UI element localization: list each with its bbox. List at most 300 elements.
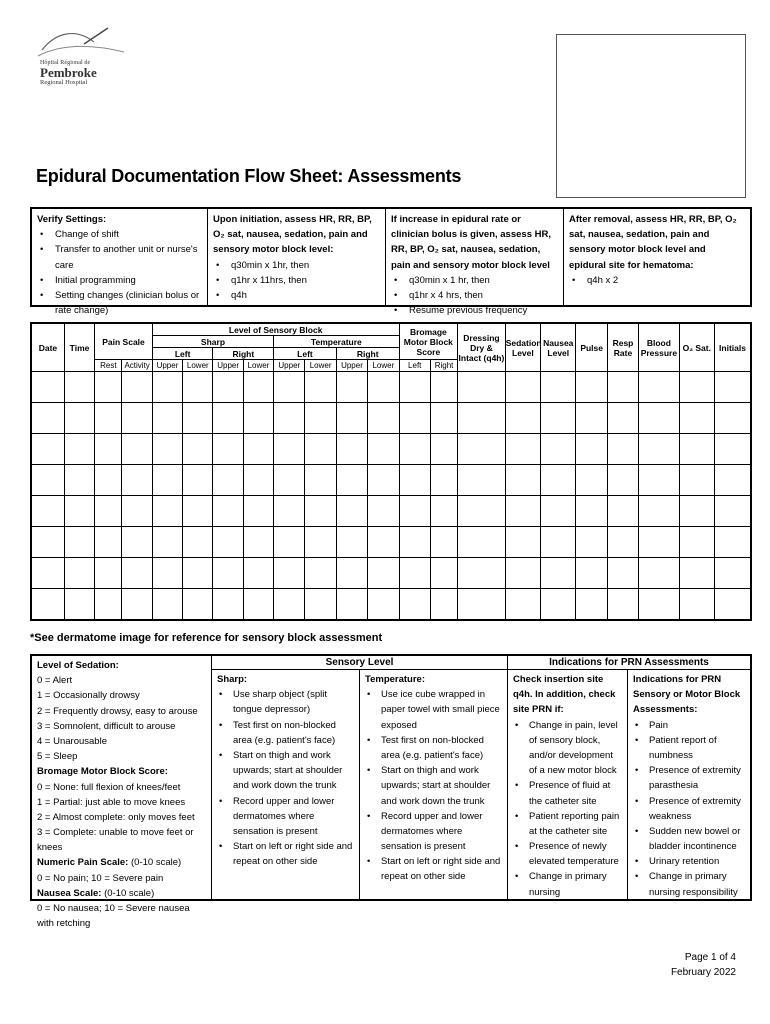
table-row <box>31 496 751 527</box>
entry-cell[interactable] <box>64 403 94 434</box>
entry-cell[interactable] <box>122 496 152 527</box>
entry-cell[interactable] <box>122 589 152 621</box>
entry-cell[interactable] <box>95 434 122 465</box>
entry-cell[interactable] <box>152 372 182 403</box>
entry-cell[interactable] <box>31 589 64 621</box>
entry-cell[interactable] <box>64 589 94 621</box>
entry-cell[interactable] <box>243 527 273 558</box>
pain-scale-line: 0 = No pain; 10 = Severe pain <box>37 872 164 884</box>
list-item: • Urinary retention <box>649 854 745 869</box>
temp-left-header: Left <box>274 348 337 360</box>
check-site-column <box>508 670 628 899</box>
nausea-scale-title: Nausea Scale: <box>37 887 102 899</box>
entry-cell[interactable] <box>64 527 94 558</box>
entry-cell[interactable] <box>152 465 182 496</box>
temp-right-header: Right <box>336 348 399 360</box>
upper-header: Upper <box>213 360 243 372</box>
logo-line-1: Hôpital Régional de <box>40 60 91 66</box>
entry-cell[interactable] <box>639 496 679 527</box>
list-item: • Patient report of numbness <box>649 733 745 763</box>
entry-cell[interactable] <box>399 372 430 403</box>
sharp-column <box>212 670 360 899</box>
entry-cell[interactable] <box>95 403 122 434</box>
verify-settings-list <box>37 227 202 318</box>
lower-header: Lower <box>183 360 213 372</box>
entry-cell[interactable] <box>458 372 506 403</box>
entry-cell[interactable] <box>368 527 399 558</box>
list-item: • Use ice cube wrapped in paper towel with small piece exposed <box>381 687 502 733</box>
assessment-frequency-panel <box>30 207 752 317</box>
entry-cell[interactable] <box>183 403 213 434</box>
sedation-line: 4 = Unarousable <box>37 735 107 747</box>
entry-cell[interactable] <box>95 589 122 621</box>
entry-cell[interactable] <box>122 465 152 496</box>
entry-cell[interactable] <box>458 434 506 465</box>
entry-cell[interactable] <box>274 465 305 496</box>
entry-cell[interactable] <box>31 403 64 434</box>
entry-cell[interactable] <box>213 527 243 558</box>
flow-sheet-grid <box>30 322 752 621</box>
entry-cell[interactable] <box>213 372 243 403</box>
entry-cell[interactable] <box>576 589 607 621</box>
entry-cell[interactable] <box>399 465 430 496</box>
entry-cell[interactable] <box>213 403 243 434</box>
entry-cell[interactable] <box>152 527 182 558</box>
sharp-header: Sharp <box>152 336 273 348</box>
prn-sensory-list <box>633 718 745 900</box>
assessment-legend <box>30 654 752 930</box>
entry-cell[interactable] <box>541 496 576 527</box>
entry-cell[interactable] <box>607 434 638 465</box>
list-item: • Presence of newly elevated temperature <box>529 839 622 869</box>
entry-cell[interactable] <box>430 434 457 465</box>
entry-cell[interactable] <box>430 372 457 403</box>
entry-cell[interactable] <box>541 403 576 434</box>
entry-cell[interactable] <box>458 465 506 496</box>
pain-scale-header: Pain Scale <box>95 323 153 360</box>
entry-cell[interactable] <box>368 496 399 527</box>
entry-cell[interactable] <box>122 434 152 465</box>
list-item: • Change in primary nursing responsibility <box>649 869 745 899</box>
page-title: Epidural Documentation Flow Sheet: Assessments <box>36 166 462 186</box>
entry-cell[interactable] <box>679 496 714 527</box>
entry-cell[interactable] <box>505 496 540 527</box>
temperature-column <box>360 670 508 899</box>
logo-line-3: Regional Hospital <box>40 78 88 86</box>
rate-increase-column <box>386 209 564 317</box>
entry-cell[interactable] <box>541 465 576 496</box>
entry-cell[interactable] <box>368 465 399 496</box>
entry-cell[interactable] <box>64 465 94 496</box>
entry-cell[interactable] <box>95 496 122 527</box>
flow-sheet-table <box>30 322 752 621</box>
entry-cell[interactable] <box>95 372 122 403</box>
entry-cell[interactable] <box>95 558 122 589</box>
entry-cell[interactable] <box>368 434 399 465</box>
entry-cell[interactable] <box>458 558 506 589</box>
entry-cell[interactable] <box>576 496 607 527</box>
sensory-block-header: Level of Sensory Block <box>152 323 399 336</box>
list-item: • Patient reporting pain at the catheter site <box>529 809 622 839</box>
entry-cell[interactable] <box>679 403 714 434</box>
prn-heading: Indications for PRN Assessments <box>508 656 750 670</box>
pain-scale-title: Numeric Pain Scale: <box>37 857 129 869</box>
entry-cell[interactable] <box>243 558 273 589</box>
entry-cell[interactable] <box>64 558 94 589</box>
list-item: • Sudden new bowel or bladder incontinence <box>649 824 745 854</box>
lower-header: Lower <box>243 360 273 372</box>
entry-cell[interactable] <box>64 496 94 527</box>
entry-cell[interactable] <box>31 558 64 589</box>
list-item: • Resume previous frequency <box>409 303 558 318</box>
prn-sensory-column <box>628 670 750 899</box>
list-item: • Change in primary nursing <box>529 869 622 899</box>
upon-initiation-list <box>213 258 380 304</box>
table-row <box>31 589 751 621</box>
sharp-list <box>217 687 354 869</box>
entry-cell[interactable] <box>639 558 679 589</box>
blood-pressure-header: Blood Pressure <box>639 323 679 372</box>
entry-cell[interactable] <box>607 465 638 496</box>
list-item: • q1hr x 11hrs, then <box>231 273 380 288</box>
entry-cell[interactable] <box>541 372 576 403</box>
entry-cell[interactable] <box>122 558 152 589</box>
entry-cell[interactable] <box>336 434 367 465</box>
sharp-left-header: Left <box>152 348 213 360</box>
dressing-header: Dressing Dry & Intact (q4h) <box>458 323 506 372</box>
entry-cell[interactable] <box>458 496 506 527</box>
resp-rate-header: Resp Rate <box>607 323 638 372</box>
entry-cell[interactable] <box>505 589 540 621</box>
entry-cell[interactable] <box>243 403 273 434</box>
bromage-heading: Bromage Motor Block Score: <box>37 766 168 778</box>
prn-sensory-heading: Indications for PRN Sensory or Motor Block Assessments: <box>633 674 741 716</box>
list-item: • Start on left or right side and repeat on other side <box>233 839 354 869</box>
bromage-line: 0 = None: full flexion of knees/feet <box>37 781 181 793</box>
entry-cell[interactable] <box>639 434 679 465</box>
entry-cell[interactable] <box>243 465 273 496</box>
entry-cell[interactable] <box>336 465 367 496</box>
entry-cell[interactable] <box>183 589 213 621</box>
table-row <box>31 372 751 403</box>
flow-sheet-rows <box>31 372 751 621</box>
entry-cell[interactable] <box>541 558 576 589</box>
page-footer <box>671 950 736 980</box>
entry-cell[interactable] <box>152 589 182 621</box>
bromage-left-header: Left <box>399 360 430 372</box>
list-item: • Test first on non-blocked area (e.g. patient's face) <box>381 733 502 763</box>
nausea-header: Nausea Level <box>541 323 576 372</box>
entry-cell[interactable] <box>305 527 336 558</box>
entry-cell[interactable] <box>541 527 576 558</box>
upon-initiation-heading: Upon initiation, assess HR, RR, BP, O₂ sat, nausea, sedation, pain and sensory motor block level: <box>213 214 372 256</box>
activity-header: Activity <box>122 360 152 372</box>
entry-cell[interactable] <box>213 558 243 589</box>
entry-cell[interactable] <box>305 372 336 403</box>
entry-cell[interactable] <box>715 558 752 589</box>
entry-cell[interactable] <box>336 496 367 527</box>
sedation-line: 0 = Alert <box>37 675 73 687</box>
bromage-line: 2 = Almost complete: only moves feet <box>37 811 195 823</box>
temperature-header: Temperature <box>274 336 399 348</box>
list-item: • q4h <box>231 288 380 303</box>
table-row <box>31 434 751 465</box>
lower-header: Lower <box>368 360 399 372</box>
entry-cell[interactable] <box>576 403 607 434</box>
entry-cell[interactable] <box>152 496 182 527</box>
entry-cell[interactable] <box>715 527 752 558</box>
entry-cell[interactable] <box>430 558 457 589</box>
entry-cell[interactable] <box>607 496 638 527</box>
entry-cell[interactable] <box>715 434 752 465</box>
entry-cell[interactable] <box>607 527 638 558</box>
entry-cell[interactable] <box>336 372 367 403</box>
sharp-heading: Sharp: <box>217 674 248 685</box>
entry-cell[interactable] <box>31 527 64 558</box>
list-item: • Setting changes (clinician bolus or rate change) <box>55 288 202 318</box>
entry-cell[interactable] <box>505 372 540 403</box>
entry-cell[interactable] <box>607 403 638 434</box>
entry-cell[interactable] <box>715 589 752 621</box>
entry-cell[interactable] <box>458 403 506 434</box>
entry-cell[interactable] <box>305 558 336 589</box>
nausea-scale-heading <box>37 886 206 901</box>
revision-date: February 2022 <box>670 967 736 978</box>
list-item: • Start on left or right side and repeat on other side <box>381 854 502 884</box>
list-item: • Presence of fluid at the catheter site <box>529 778 622 808</box>
entry-cell[interactable] <box>505 434 540 465</box>
entry-cell[interactable] <box>183 372 213 403</box>
entry-cell[interactable] <box>399 558 430 589</box>
sedation-line: 1 = Occasionally drowsy <box>37 690 140 702</box>
entry-cell[interactable] <box>368 558 399 589</box>
list-item: • Presence of extremity weakness <box>649 794 745 824</box>
verify-settings-heading: Verify Settings: <box>37 214 107 225</box>
entry-cell[interactable] <box>243 372 273 403</box>
after-removal-column <box>564 209 750 305</box>
entry-cell[interactable] <box>183 496 213 527</box>
bromage-line: 3 = Complete: unable to move feet or knees <box>37 827 194 854</box>
entry-cell[interactable] <box>458 527 506 558</box>
entry-cell[interactable] <box>368 403 399 434</box>
entry-cell[interactable] <box>541 434 576 465</box>
list-item: • Test first on non-blocked area (e.g. patient's face) <box>233 718 354 748</box>
entry-cell[interactable] <box>305 403 336 434</box>
entry-cell[interactable] <box>541 589 576 621</box>
entry-cell[interactable] <box>607 558 638 589</box>
logo-swoosh-icon <box>36 22 126 62</box>
logo-line-2: Pembroke <box>40 65 97 81</box>
entry-cell[interactable] <box>274 527 305 558</box>
entry-cell[interactable] <box>639 527 679 558</box>
rate-increase-list <box>391 273 558 319</box>
list-item: • q1hr x 4 hrs, then <box>409 288 558 303</box>
entry-cell[interactable] <box>274 496 305 527</box>
sedation-header: Sedation Level <box>505 323 540 372</box>
entry-cell[interactable] <box>305 434 336 465</box>
entry-cell[interactable] <box>183 527 213 558</box>
temperature-list <box>365 687 502 884</box>
list-item: • Change in pain, level of sensory block, and/or development of a new motor block <box>529 718 622 779</box>
entry-cell[interactable] <box>679 558 714 589</box>
table-row <box>31 527 751 558</box>
entry-cell[interactable] <box>243 589 273 621</box>
entry-cell[interactable] <box>368 372 399 403</box>
bromage-line: 1 = Partial: just able to move knees <box>37 796 186 808</box>
entry-cell[interactable] <box>274 372 305 403</box>
entry-cell[interactable] <box>576 558 607 589</box>
list-item: • q30min x 1hr, then <box>231 258 380 273</box>
entry-cell[interactable] <box>64 434 94 465</box>
entry-cell[interactable] <box>213 589 243 621</box>
check-site-heading: Check insertion site q4h. In addition, check site PRN if: <box>513 674 616 716</box>
list-item: • Start on thigh and work upwards; start at shoulder and work down the trunk <box>381 763 502 809</box>
entry-cell[interactable] <box>639 589 679 621</box>
upon-initiation-column <box>208 209 386 305</box>
entry-cell[interactable] <box>213 434 243 465</box>
entry-cell[interactable] <box>430 496 457 527</box>
entry-cell[interactable] <box>243 434 273 465</box>
scales-column <box>32 656 212 930</box>
entry-cell[interactable] <box>274 589 305 621</box>
entry-cell[interactable] <box>505 465 540 496</box>
entry-cell[interactable] <box>607 589 638 621</box>
entry-cell[interactable] <box>505 527 540 558</box>
entry-cell[interactable] <box>399 527 430 558</box>
entry-cell[interactable] <box>576 527 607 558</box>
entry-cell[interactable] <box>274 434 305 465</box>
entry-cell[interactable] <box>607 372 638 403</box>
entry-cell[interactable] <box>305 465 336 496</box>
entry-cell[interactable] <box>715 372 752 403</box>
table-row <box>31 465 751 496</box>
entry-cell[interactable] <box>31 496 64 527</box>
dermatome-note: *See dermatome image for reference for sensory block assessment <box>30 632 383 644</box>
entry-cell[interactable] <box>183 434 213 465</box>
entry-cell[interactable] <box>64 372 94 403</box>
entry-cell[interactable] <box>715 465 752 496</box>
entry-cell[interactable] <box>274 403 305 434</box>
list-item: • Presence of extremity parasthesia <box>649 763 745 793</box>
entry-cell[interactable] <box>679 372 714 403</box>
entry-cell[interactable] <box>152 434 182 465</box>
entry-cell[interactable] <box>576 372 607 403</box>
sedation-line: 3 = Somnolent, difficult to arouse <box>37 720 176 732</box>
entry-cell[interactable] <box>336 589 367 621</box>
entry-cell[interactable] <box>505 558 540 589</box>
entry-cell[interactable] <box>305 589 336 621</box>
nausea-scale-range: (0-10 scale) <box>104 887 155 899</box>
entry-cell[interactable] <box>95 465 122 496</box>
entry-cell[interactable] <box>368 589 399 621</box>
list-item: • Use sharp object (split tongue depressor) <box>233 687 354 717</box>
entry-cell[interactable] <box>679 465 714 496</box>
sensory-level-heading: Sensory Level <box>212 656 508 670</box>
sedation-line: 5 = Sleep <box>37 751 78 763</box>
entry-cell[interactable] <box>336 403 367 434</box>
entry-cell[interactable] <box>152 403 182 434</box>
entry-cell[interactable] <box>183 465 213 496</box>
after-removal-list <box>569 273 745 288</box>
list-item: • q30min x 1 hr, then <box>409 273 558 288</box>
entry-cell[interactable] <box>31 465 64 496</box>
entry-cell[interactable] <box>679 589 714 621</box>
list-item: • Transfer to another unit or nurse's care <box>55 242 202 272</box>
entry-cell[interactable] <box>31 372 64 403</box>
entry-cell[interactable] <box>430 465 457 496</box>
pain-scale-range: (0-10 scale) <box>131 857 182 869</box>
entry-cell[interactable] <box>122 403 152 434</box>
rest-header: Rest <box>95 360 122 372</box>
bromage-right-header: Right <box>430 360 457 372</box>
list-item: • Record upper and lower dermatomes where sensation is present <box>381 809 502 855</box>
after-removal-heading: After removal, assess HR, RR, BP, O₂ sat, nausea, sedation, pain and sensory motor block level and epidural site for hematoma: <box>569 214 737 271</box>
entry-cell[interactable] <box>639 372 679 403</box>
entry-cell[interactable] <box>336 527 367 558</box>
verify-settings-column <box>32 209 208 317</box>
entry-cell[interactable] <box>430 527 457 558</box>
page-number: Page 1 of 4 <box>684 952 736 963</box>
bromage-header: Bromage Motor Block Score <box>399 323 458 360</box>
entry-cell[interactable] <box>430 589 457 621</box>
upper-header: Upper <box>336 360 367 372</box>
pulse-header: Pulse <box>576 323 607 372</box>
lower-header: Lower <box>305 360 336 372</box>
entry-cell[interactable] <box>152 558 182 589</box>
check-site-list <box>513 718 622 900</box>
entry-cell[interactable] <box>576 434 607 465</box>
entry-cell[interactable] <box>122 372 152 403</box>
entry-cell[interactable] <box>305 496 336 527</box>
table-row <box>31 558 751 589</box>
entry-cell[interactable] <box>679 434 714 465</box>
entry-cell[interactable] <box>183 558 213 589</box>
entry-cell[interactable] <box>430 403 457 434</box>
entry-cell[interactable] <box>576 465 607 496</box>
patient-label-box[interactable] <box>556 34 746 198</box>
entry-cell[interactable] <box>639 403 679 434</box>
temperature-heading: Temperature: <box>365 674 426 685</box>
entry-cell[interactable] <box>336 558 367 589</box>
entry-cell[interactable] <box>399 589 430 621</box>
entry-cell[interactable] <box>122 527 152 558</box>
list-item: • Change of shift <box>55 227 202 242</box>
entry-cell[interactable] <box>213 465 243 496</box>
entry-cell[interactable] <box>399 434 430 465</box>
sedation-line: 2 = Frequently drowsy, easy to arouse <box>37 705 198 717</box>
entry-cell[interactable] <box>274 558 305 589</box>
rate-increase-heading: If increase in epidural rate or clinician bolus is given, assess HR, RR, BP, O₂ sat, nausea, sedation, pain and sensory motor block level <box>391 214 551 271</box>
date-header: Date <box>31 323 64 372</box>
time-header: Time <box>64 323 94 372</box>
list-item: • Start on thigh and work upwards; start at shoulder and work down the trunk <box>233 748 354 794</box>
entry-cell[interactable] <box>639 465 679 496</box>
entry-cell[interactable] <box>505 403 540 434</box>
entry-cell[interactable] <box>399 496 430 527</box>
entry-cell[interactable] <box>715 403 752 434</box>
entry-cell[interactable] <box>95 527 122 558</box>
entry-cell[interactable] <box>31 434 64 465</box>
entry-cell[interactable] <box>679 527 714 558</box>
initials-header: Initials <box>715 323 752 372</box>
entry-cell[interactable] <box>715 496 752 527</box>
entry-cell[interactable] <box>458 589 506 621</box>
list-item: • Pain <box>649 718 745 733</box>
entry-cell[interactable] <box>213 496 243 527</box>
list-item: • Initial programming <box>55 273 202 288</box>
entry-cell[interactable] <box>243 496 273 527</box>
entry-cell[interactable] <box>399 403 430 434</box>
